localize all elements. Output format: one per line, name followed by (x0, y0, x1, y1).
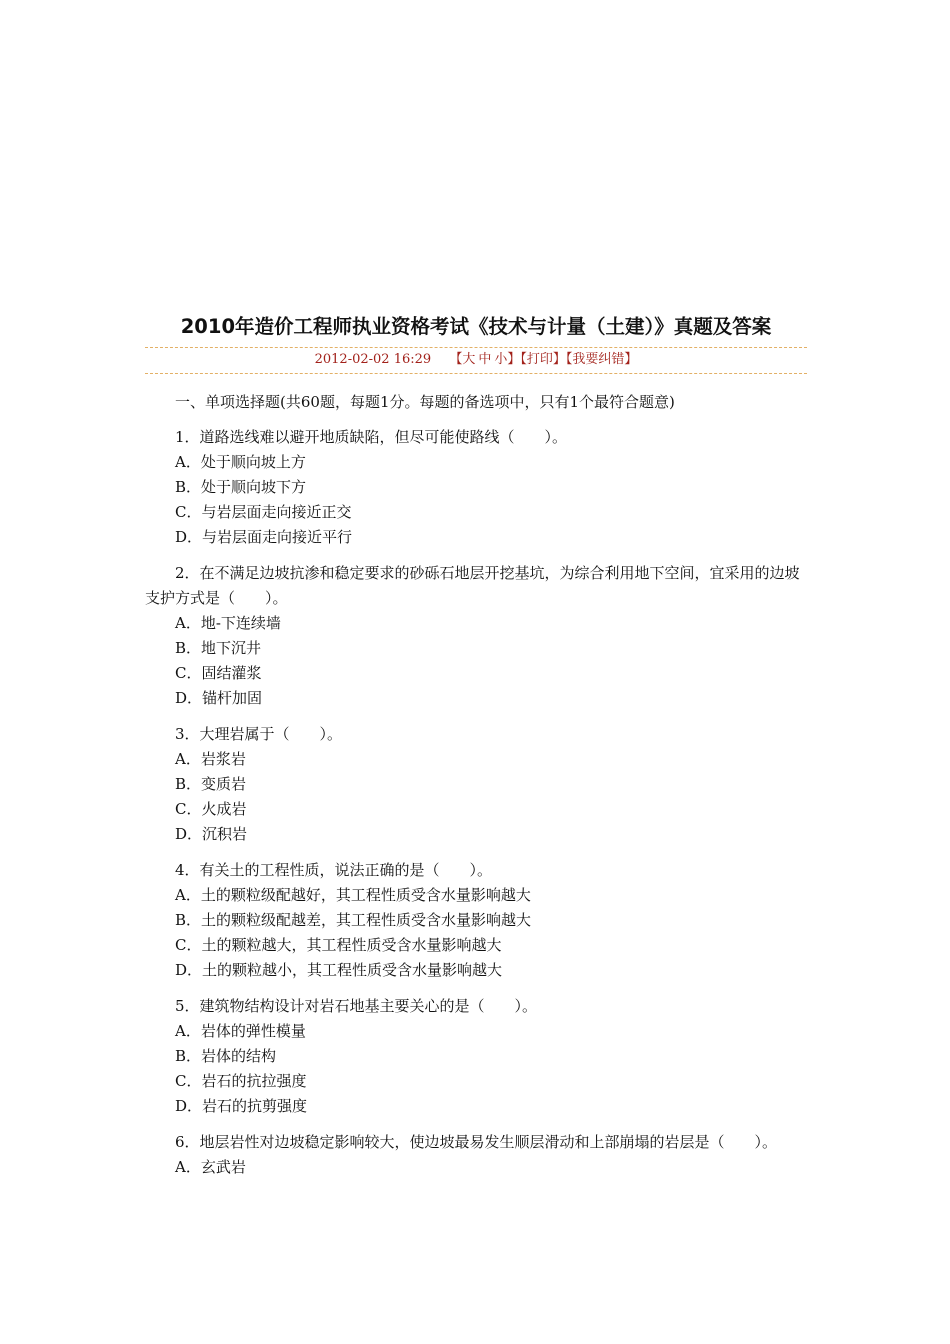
answer-option: B．变质岩 (175, 775, 247, 793)
question-list (145, 425, 807, 1180)
answer-option: A．岩浆岩 (175, 750, 246, 768)
answer-option: B．土的颗粒级配越差，其工程性质受含水量影响越大 (175, 911, 532, 929)
answer-option: C．固结灌浆 (175, 664, 262, 682)
answer-option: D．岩石的抗剪强度 (175, 1097, 308, 1115)
font-size-controls (449, 352, 637, 367)
section-heading: 一、单项选择题(共60题，每题1分。每题的备选项中，只有1个最符合题意) (175, 393, 675, 411)
answer-option: B．地下沉井 (175, 639, 262, 657)
answer-option: D．锚杆加固 (175, 689, 263, 707)
answer-option: B．岩体的结构 (175, 1047, 277, 1065)
answer-option: A．玄武岩 (175, 1158, 246, 1176)
question-text: 3．大理岩属于（ ）。 (175, 725, 343, 743)
answer-option: D．与岩层面走向接近平行 (175, 528, 353, 546)
answer-option: C．土的颗粒越大，其工程性质受含水量影响越大 (175, 936, 502, 954)
answer-option: A．岩体的弹性模量 (175, 1022, 306, 1040)
answer-option: A．处于顺向坡上方 (175, 453, 306, 471)
page-title: 2010年造价工程师执业资格考试《技术与计量（土建）》真题及答案 (180, 315, 772, 338)
question-text: 4．有关土的工程性质，说法正确的是（ ）。 (175, 861, 493, 879)
divider-bottom (145, 373, 807, 374)
font-size-medium-button[interactable]: 中 (478, 352, 492, 367)
font-size-large-button[interactable]: 【大 (449, 352, 476, 367)
question-text: 2．在不满足边坡抗渗和稳定要求的砂砾石地层开挖基坑，为综合利用地下空间，宜采用的边坡支护方式是（ ）。 (145, 564, 800, 607)
article (145, 314, 807, 1191)
answer-option: C．岩石的抗拉强度 (175, 1072, 307, 1090)
answer-option: A．地-下连续墙 (175, 614, 281, 632)
answer-option: D．土的颗粒越小，其工程性质受含水量影响越大 (175, 961, 503, 979)
question-item (145, 858, 807, 983)
question-item (145, 994, 807, 1119)
answer-option: B．处于顺向坡下方 (175, 478, 307, 496)
answer-option: D．沉积岩 (175, 825, 248, 843)
publish-date: 2012-02-02 16:29 (314, 352, 432, 367)
question-item (145, 425, 807, 550)
question-item (145, 561, 807, 711)
answer-option: C．火成岩 (175, 800, 247, 818)
question-text: 1．道路选线难以避开地质缺陷，但尽可能使路线（ ）。 (175, 428, 568, 446)
print-button[interactable]: 【打印】 (520, 352, 566, 367)
article-meta (145, 351, 807, 369)
answer-option: A．土的颗粒级配越好，其工程性质受含水量影响越大 (175, 886, 531, 904)
article-body (145, 390, 807, 1180)
question-item (145, 1130, 807, 1180)
question-item (145, 722, 807, 847)
question-text: 6．地层岩性对边坡稳定影响较大，使边坡最易发生顺层滑动和上部崩塌的岩层是（ ）。 (175, 1133, 778, 1151)
font-size-small-button[interactable]: 小】 (494, 352, 521, 367)
divider-top (145, 347, 807, 348)
answer-option: C．与岩层面走向接近正交 (175, 503, 352, 521)
question-text: 5．建筑物结构设计对岩石地基主要关心的是（ ）。 (175, 997, 538, 1015)
report-error-button[interactable]: 【我要纠错】 (565, 352, 638, 367)
